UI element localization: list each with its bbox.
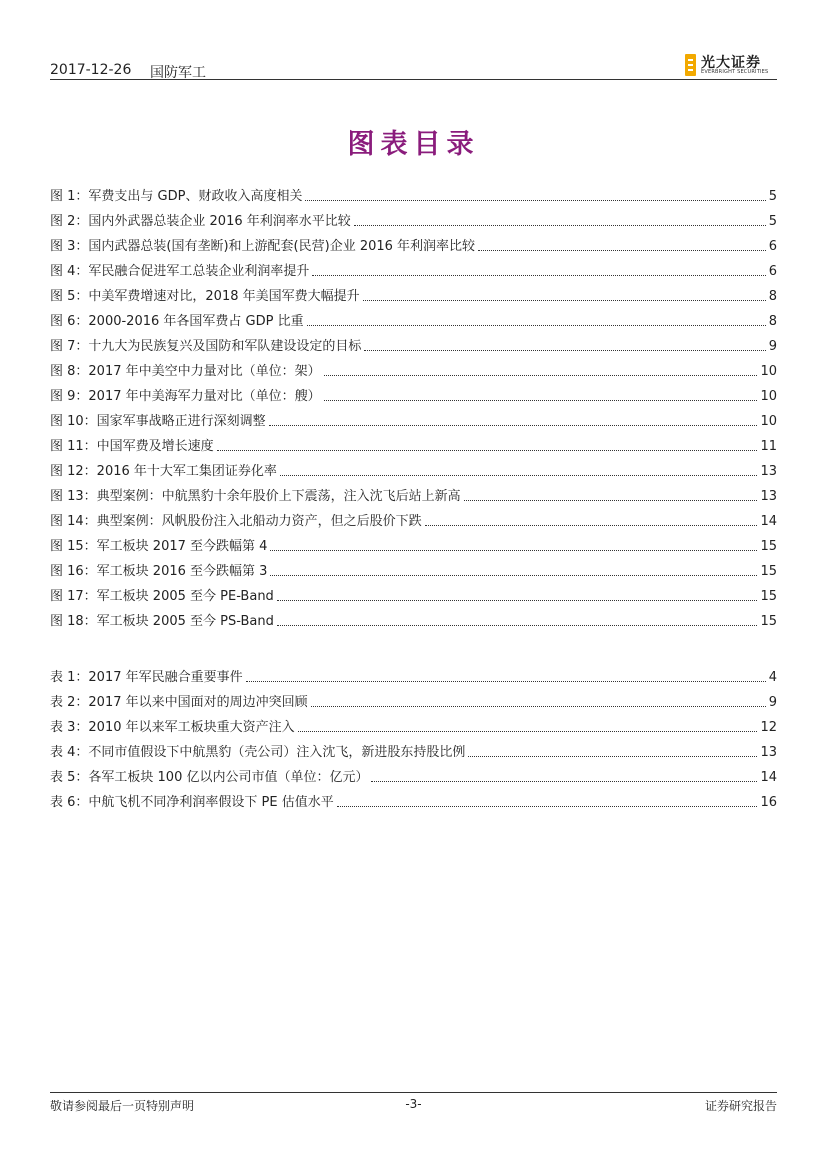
table-entry[interactable] [50,686,777,711]
table-entry[interactable] [50,786,777,811]
figure-entry-label: 图 8：2017 年中美空中力量对比（单位：架） [50,364,321,379]
disclaimer-note: 敬请参阅最后一页特别声明 [50,1099,195,1113]
figure-entry-label: 图 4：军民融合促进军工总装企业利润率提升 [50,264,310,279]
dot-leader [280,475,758,476]
figure-entry-page: 15 [760,539,777,554]
dot-leader [478,250,766,251]
dot-leader [354,225,766,226]
figure-entry[interactable] [50,280,777,305]
figure-entry-page: 14 [760,514,777,529]
figure-entry[interactable] [50,605,777,630]
figure-entry-label: 图 17：军工板块 2005 至今 PE-Band [50,589,274,604]
table-entry-page: 12 [760,720,777,735]
figure-entry[interactable] [50,180,777,205]
figure-entry[interactable] [50,205,777,230]
figure-entry[interactable] [50,480,777,505]
figure-entry-label: 图 5：中美军费增速对比，2018 年美国军费大幅提升 [50,289,360,304]
figure-entry-label: 图 1：军费支出与 GDP、财政收入高度相关 [50,189,303,204]
figure-entry-page: 6 [768,264,777,279]
figure-entry-page: 6 [768,239,777,254]
dot-leader [270,550,757,551]
dot-leader [270,575,757,576]
figure-entry[interactable] [50,330,777,355]
dot-leader [298,731,758,732]
table-entry-label: 表 1：2017 年军民融合重要事件 [50,670,243,685]
dot-leader [324,375,758,376]
figure-entry[interactable] [50,505,777,530]
table-entry-page: 9 [768,695,777,710]
figure-entry-page: 15 [760,564,777,579]
report-date: 2017-12-26 [50,62,132,78]
company-logo [685,52,779,78]
dot-leader [312,275,765,276]
figure-entry-page: 5 [768,189,777,204]
figure-list [50,180,777,630]
figure-entry[interactable] [50,355,777,380]
figure-entry-label: 图 12：2016 年十大军工集团证券化率 [50,464,277,479]
dot-leader [305,200,765,201]
figure-entry-page: 11 [760,439,777,454]
figure-entry-page: 15 [760,589,777,604]
dot-leader [468,756,757,757]
figure-entry-page: 5 [768,214,777,229]
report-type: 证券研究报告 [704,1099,777,1113]
page-title: 图表目录 [347,129,480,160]
dot-leader [425,525,758,526]
figure-entry-label: 图 2：国内外武器总装企业 2016 年利润率水平比较 [50,214,351,229]
header-divider [50,79,777,80]
figure-entry[interactable] [50,430,777,455]
figure-entry[interactable] [50,455,777,480]
figure-entry-label: 图 18：军工板块 2005 至今 PS-Band [50,614,274,629]
dot-leader [337,806,758,807]
figure-entry-page: 13 [760,489,777,504]
dot-leader [364,350,765,351]
figure-entry-label: 图 6：2000-2016 年各国军费占 GDP 比重 [50,314,304,329]
table-entry-page: 4 [768,670,777,685]
table-entry-label: 表 4：不同市值假设下中航黑豹（壳公司）注入沈飞，新进股东持股比例 [50,745,466,760]
figure-entry[interactable] [50,305,777,330]
table-entry-label: 表 6：中航飞机不同净利润率假设下 PE 估值水平 [50,795,334,810]
figure-entry[interactable] [50,580,777,605]
dot-leader [363,300,766,301]
report-sector: 国防军工 [150,65,206,81]
dot-leader [277,625,758,626]
dot-leader [324,400,758,401]
dot-leader [307,325,766,326]
figure-entry-label: 图 13：典型案例：中航黑豹十余年股价上下震荡，注入沈飞后站上新高 [50,489,461,504]
figure-entry[interactable] [50,230,777,255]
figure-entry-page: 9 [768,339,777,354]
table-entry[interactable] [50,761,777,786]
figure-entry-page: 8 [768,289,777,304]
figure-entry-label: 图 11：中国军费及增长速度 [50,439,214,454]
logo-name: 光大证券 [701,55,761,71]
dot-leader [246,681,766,682]
dot-leader [464,500,758,501]
table-entry-page: 14 [760,770,777,785]
page-number: -3- [405,1097,422,1111]
figure-entry-label: 图 16：军工板块 2016 至今跌幅第 3 [50,564,268,579]
table-entry-label: 表 5：各军工板块 100 亿以内公司市值（单位：亿元） [50,770,369,785]
figure-entry-page: 15 [760,614,777,629]
figure-entry-label: 图 15：军工板块 2017 至今跌幅第 4 [50,539,268,554]
table-entry-label: 表 2：2017 年以来中国面对的周边冲突回顾 [50,695,308,710]
dot-leader [217,450,758,451]
table-entry[interactable] [50,711,777,736]
table-list [50,661,777,811]
figure-entry-label: 图 10：国家军事战略正进行深刻调整 [50,414,266,429]
dot-leader [311,706,766,707]
figure-entry-label: 图 3：国内武器总装(国有垄断)和上游配套(民营)企业 2016 年利润率比较 [50,239,476,254]
dot-leader [277,600,758,601]
table-entry-page: 13 [760,745,777,760]
figure-entry-page: 10 [760,389,777,404]
figure-entry-label: 图 9：2017 年中美海军力量对比（单位：艘） [50,389,321,404]
figure-entry-page: 13 [760,464,777,479]
figure-entry[interactable] [50,530,777,555]
figure-entry[interactable] [50,405,777,430]
figure-entry-label: 图 14：典型案例：风帆股份注入北船动力资产，但之后股价下跌 [50,514,422,529]
footer-divider [50,1092,777,1093]
page-header [50,56,777,80]
figure-entry-label: 图 7：十九大为民族复兴及国防和军队建设设定的目标 [50,339,362,354]
logo-subtitle: EVERBRIGHT SECURITIES [701,69,769,75]
table-entry[interactable] [50,736,777,761]
figure-entry-page: 10 [760,414,777,429]
logo-mark-icon [685,54,696,76]
figure-entry-page: 10 [760,364,777,379]
figure-entry[interactable] [50,555,777,580]
table-entry[interactable] [50,661,777,686]
dot-leader [371,781,757,782]
dot-leader [269,425,758,426]
table-entry-label: 表 3：2010 年以来军工板块重大资产注入 [50,720,295,735]
figure-entry[interactable] [50,380,777,405]
table-entry-page: 16 [760,795,777,810]
figure-entry[interactable] [50,255,777,280]
figure-entry-page: 8 [768,314,777,329]
